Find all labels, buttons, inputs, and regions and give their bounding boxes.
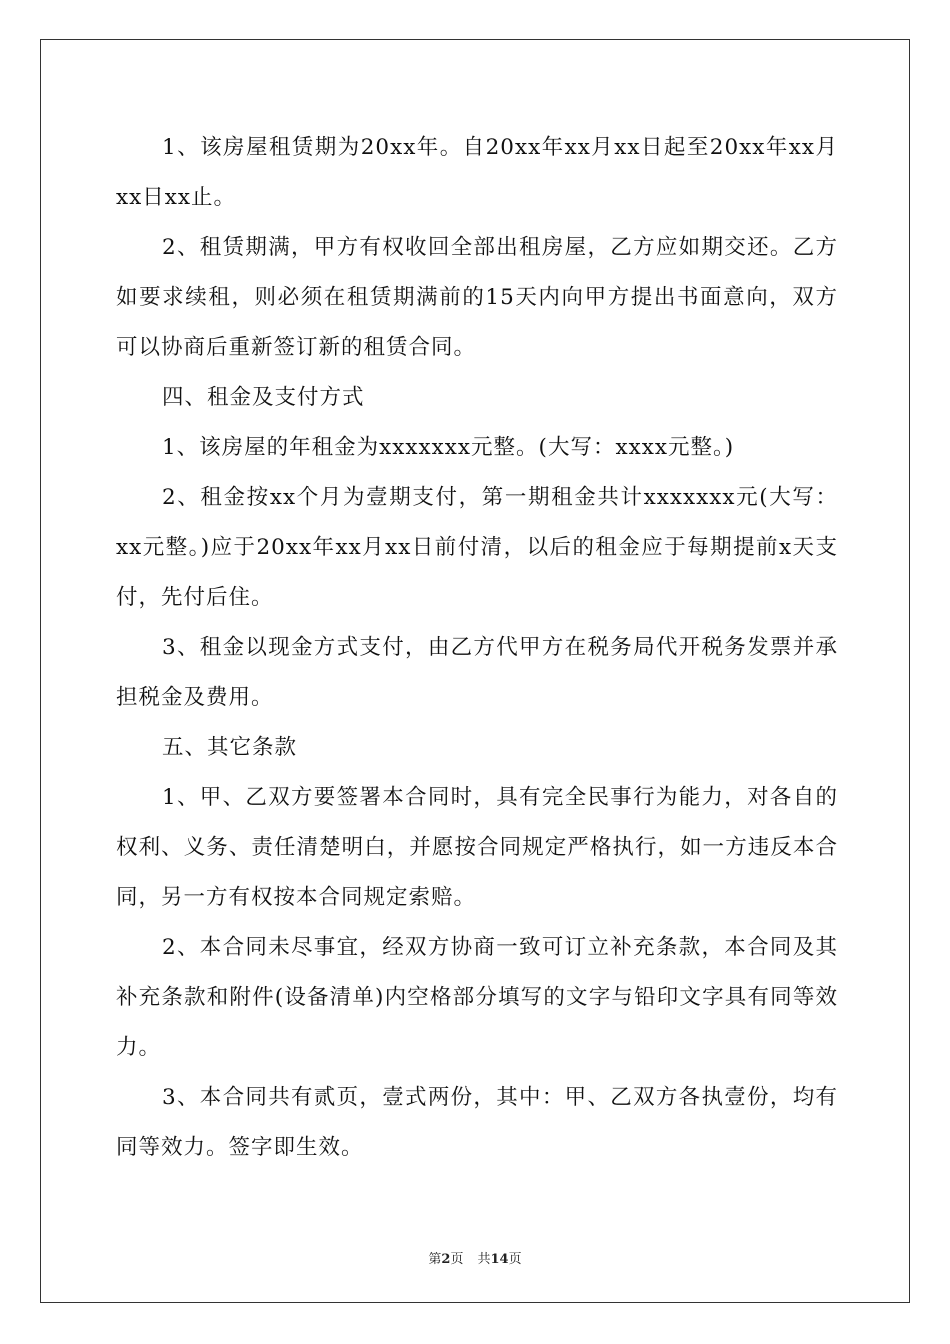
paragraph-legal-capacity: 1、甲、乙双方要签署本合同时，具有完全民事行为能力，对各自的权利、义务、责任清楚明白，并愿按合同规定严格执行，如一方违反本合同，另一方有权按本合同规定索赔。: [116, 785, 838, 910]
paragraph-lease-term: 1、该房屋租赁期为20xx年。自20xx年xx月xx日起至20xx年xx月xx日xx止。: [116, 135, 838, 210]
paragraph-payment-schedule: 2、租金按xx个月为壹期支付，第一期租金共计xxxxxxx元(大写：xx元整。)应于20xx年xx月xx日前付清，以后的租金应于每期提前x天支付，先付后住。: [116, 485, 838, 610]
paragraph-copies-effect: 3、本合同共有贰页，壹式两份，其中：甲、乙双方各执壹份，均有同等效力。签字即生效。: [116, 1085, 838, 1160]
paragraph-payment-method: 3、租金以现金方式支付，由乙方代甲方在税务局代开税务发票并承担税金及费用。: [116, 635, 838, 710]
page-prefix: 第: [428, 1252, 442, 1267]
page-current-number: 2: [441, 1252, 451, 1267]
section-heading-other-terms: 五、其它条款: [162, 735, 298, 760]
page-suffix: 页: [450, 1252, 464, 1267]
paragraph-supplementary-terms: 2、本合同未尽事宜，经双方协商一致可订立补充条款，本合同及其补充条款和附件(设备清单)内空格部分填写的文字与铅印文字具有同等效力。: [116, 935, 838, 1060]
total-suffix: 页: [508, 1252, 522, 1267]
total-prefix: 共: [477, 1252, 491, 1267]
section-heading-rent-payment: 四、租金及支付方式: [162, 385, 365, 410]
paragraph-lease-renewal: 2、租赁期满，甲方有权收回全部出租房屋，乙方应如期交还。乙方如要求续租，则必须在租赁期满前的15天内向甲方提出书面意向，双方可以协商后重新签订新的租赁合同。: [116, 235, 838, 360]
page-footer: [0, 1248, 950, 1267]
paragraph-annual-rent: 1、该房屋的年租金为xxxxxxx元整。(大写：xxxx元整。): [162, 435, 735, 460]
document-body: [116, 123, 838, 1173]
page-total-number: 14: [490, 1252, 509, 1267]
